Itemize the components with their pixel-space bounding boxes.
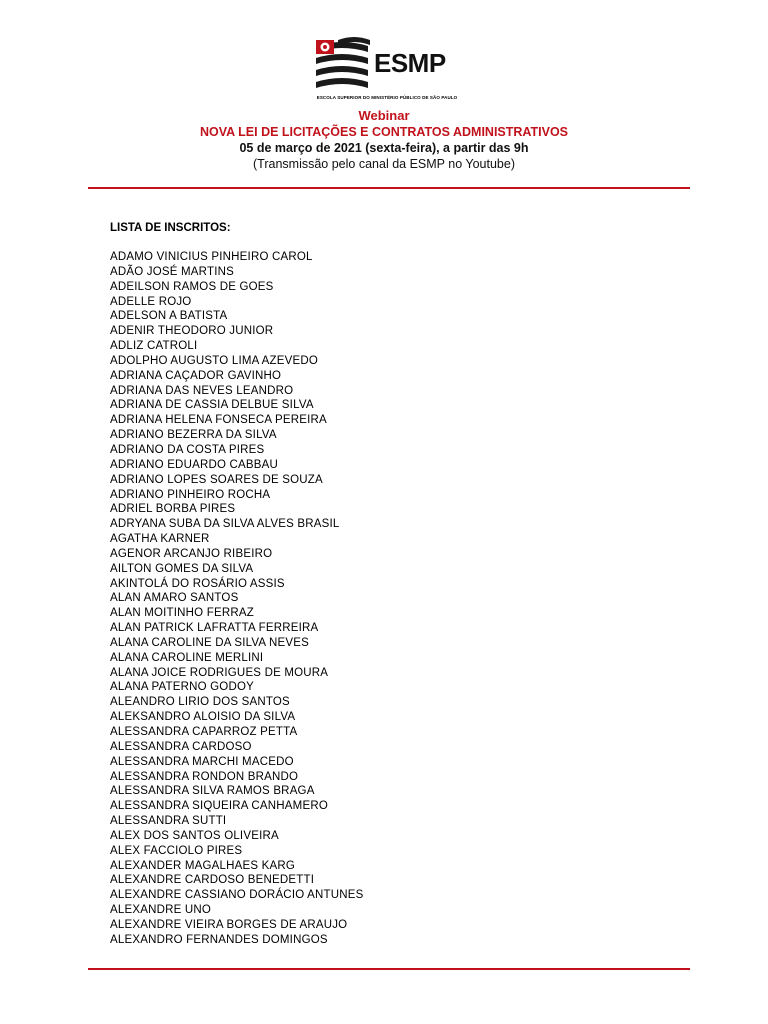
registrant-name: ALEXANDRO FERNANDES DOMINGOS — [110, 933, 328, 946]
registrant-name: ALESSANDRA SILVA RAMOS BRAGA — [110, 785, 315, 798]
top-divider — [88, 187, 690, 189]
registrant-name: ADRIANA CAÇADOR GAVINHO — [110, 369, 282, 382]
registrant-name: ALEXANDRE UNO — [110, 904, 212, 917]
registrant-name: ALANA PATERNO GODOY — [110, 681, 254, 694]
registrant-name: ALANA JOICE RODRIGUES DE MOURA — [110, 666, 329, 679]
registrant-name: ALEXANDER MAGALHAES KARG — [110, 859, 296, 872]
registrant-name: ALEANDRO LIRIO DOS SANTOS — [110, 696, 290, 709]
registrant-name: AGATHA KARNER — [110, 533, 210, 546]
registrant-name: ADRIANA HELENA FONSECA PEREIRA — [110, 414, 327, 427]
registrant-name: ALANA CAROLINE DA SILVA NEVES — [110, 636, 310, 649]
registrant-name: ALEXANDRE VIEIRA BORGES DE ARAUJO — [110, 918, 348, 931]
registrant-name: AILTON GOMES DA SILVA — [110, 562, 254, 575]
registrant-name: ALESSANDRA RONDON BRANDO — [110, 770, 299, 783]
event-date: 05 de março de 2021 (sexta-feira), a partir das 9h — [239, 141, 529, 155]
event-transmission: (Transmissão pelo canal da ESMP no Youtube) — [253, 157, 515, 171]
registrant-name: ADENIR THEODORO JUNIOR — [110, 325, 274, 338]
registrant-name: ADEILSON RAMOS DE GOES — [110, 280, 274, 293]
registrant-name: ADRIANA DAS NEVES LEANDRO — [110, 384, 294, 397]
registrant-name: ADRIANO LOPES SOARES DE SOUZA — [110, 473, 323, 486]
registrant-name: ALESSANDRA MARCHI MACEDO — [110, 755, 294, 768]
logo-name: ESMP — [374, 48, 446, 78]
registrant-name: ALEX FACCIOLO PIRES — [110, 844, 243, 857]
registrant-name: ALESSANDRA SUTTI — [110, 815, 227, 828]
registrant-name: ALAN MOITINHO FERRAZ — [110, 607, 254, 620]
bottom-divider — [88, 968, 690, 970]
registrant-name: ADRIANO PINHEIRO ROCHA — [110, 488, 271, 501]
registrant-name: ALEX DOS SANTOS OLIVEIRA — [110, 829, 279, 842]
registrant-name: ADRYANA SUBA DA SILVA ALVES BRASIL — [110, 518, 340, 531]
registrant-name: ADAMO VINICIUS PINHEIRO CAROL — [110, 251, 313, 263]
registrant-name: ALEXANDRE CARDOSO BENEDETTI — [110, 874, 315, 887]
registrant-name: AGENOR ARCANJO RIBEIRO — [110, 547, 273, 560]
registrant-name: ALESSANDRA SIQUEIRA CANHAMERO — [110, 800, 328, 813]
registrant-name: ADRIANO EDUARDO CABBAU — [110, 458, 278, 471]
registrant-name: ADRIANA DE CASSIA DELBUE SILVA — [110, 399, 314, 412]
registrant-list — [110, 250, 363, 948]
registrant-name: ADÃO JOSÉ MARTINS — [110, 265, 234, 278]
registrant-name: ADRIEL BORBA PIRES — [110, 503, 236, 516]
registrant-name: ADOLPHO AUGUSTO LIMA AZEVEDO — [110, 354, 318, 367]
list-label: LISTA DE INSCRITOS: — [110, 222, 231, 234]
document-header — [0, 108, 768, 172]
registrant-name: ALEXANDRE CASSIANO DORÁCIO ANTUNES — [110, 889, 364, 902]
registrant-name: ALESSANDRA CAPARROZ PETTA — [110, 726, 298, 738]
registrant-name: ADELSON A BATISTA — [110, 310, 228, 323]
event-type: Webinar — [358, 108, 410, 123]
event-title: NOVA LEI DE LICITAÇÕES E CONTRATOS ADMINISTRATIVOS — [199, 125, 569, 139]
registrant-name: ALANA CAROLINE MERLINI — [110, 651, 264, 664]
registrant-name: AKINTOLÁ DO ROSÁRIO ASSIS — [110, 577, 285, 590]
registrant-name: ADRIANO DA COSTA PIRES — [110, 443, 265, 456]
registrant-name: ADLIZ CATROLI — [110, 340, 198, 353]
esmp-logo — [312, 36, 462, 104]
registrant-name: ALEKSANDRO ALOISIO DA SILVA — [110, 711, 296, 724]
registrant-name: ALAN AMARO SANTOS — [110, 592, 239, 605]
logo-subtitle: ESCOLA SUPERIOR DO MINISTÉRIO PÚBLICO DE SÃO PAULO — [316, 95, 458, 100]
registrant-name: ALAN PATRICK LAFRATTA FERREIRA — [110, 622, 319, 635]
registrant-name: ADRIANO BEZERRA DA SILVA — [110, 429, 277, 442]
registrant-name: ADELLE ROJO — [110, 295, 192, 308]
registrant-name: ALESSANDRA CARDOSO — [110, 740, 252, 753]
